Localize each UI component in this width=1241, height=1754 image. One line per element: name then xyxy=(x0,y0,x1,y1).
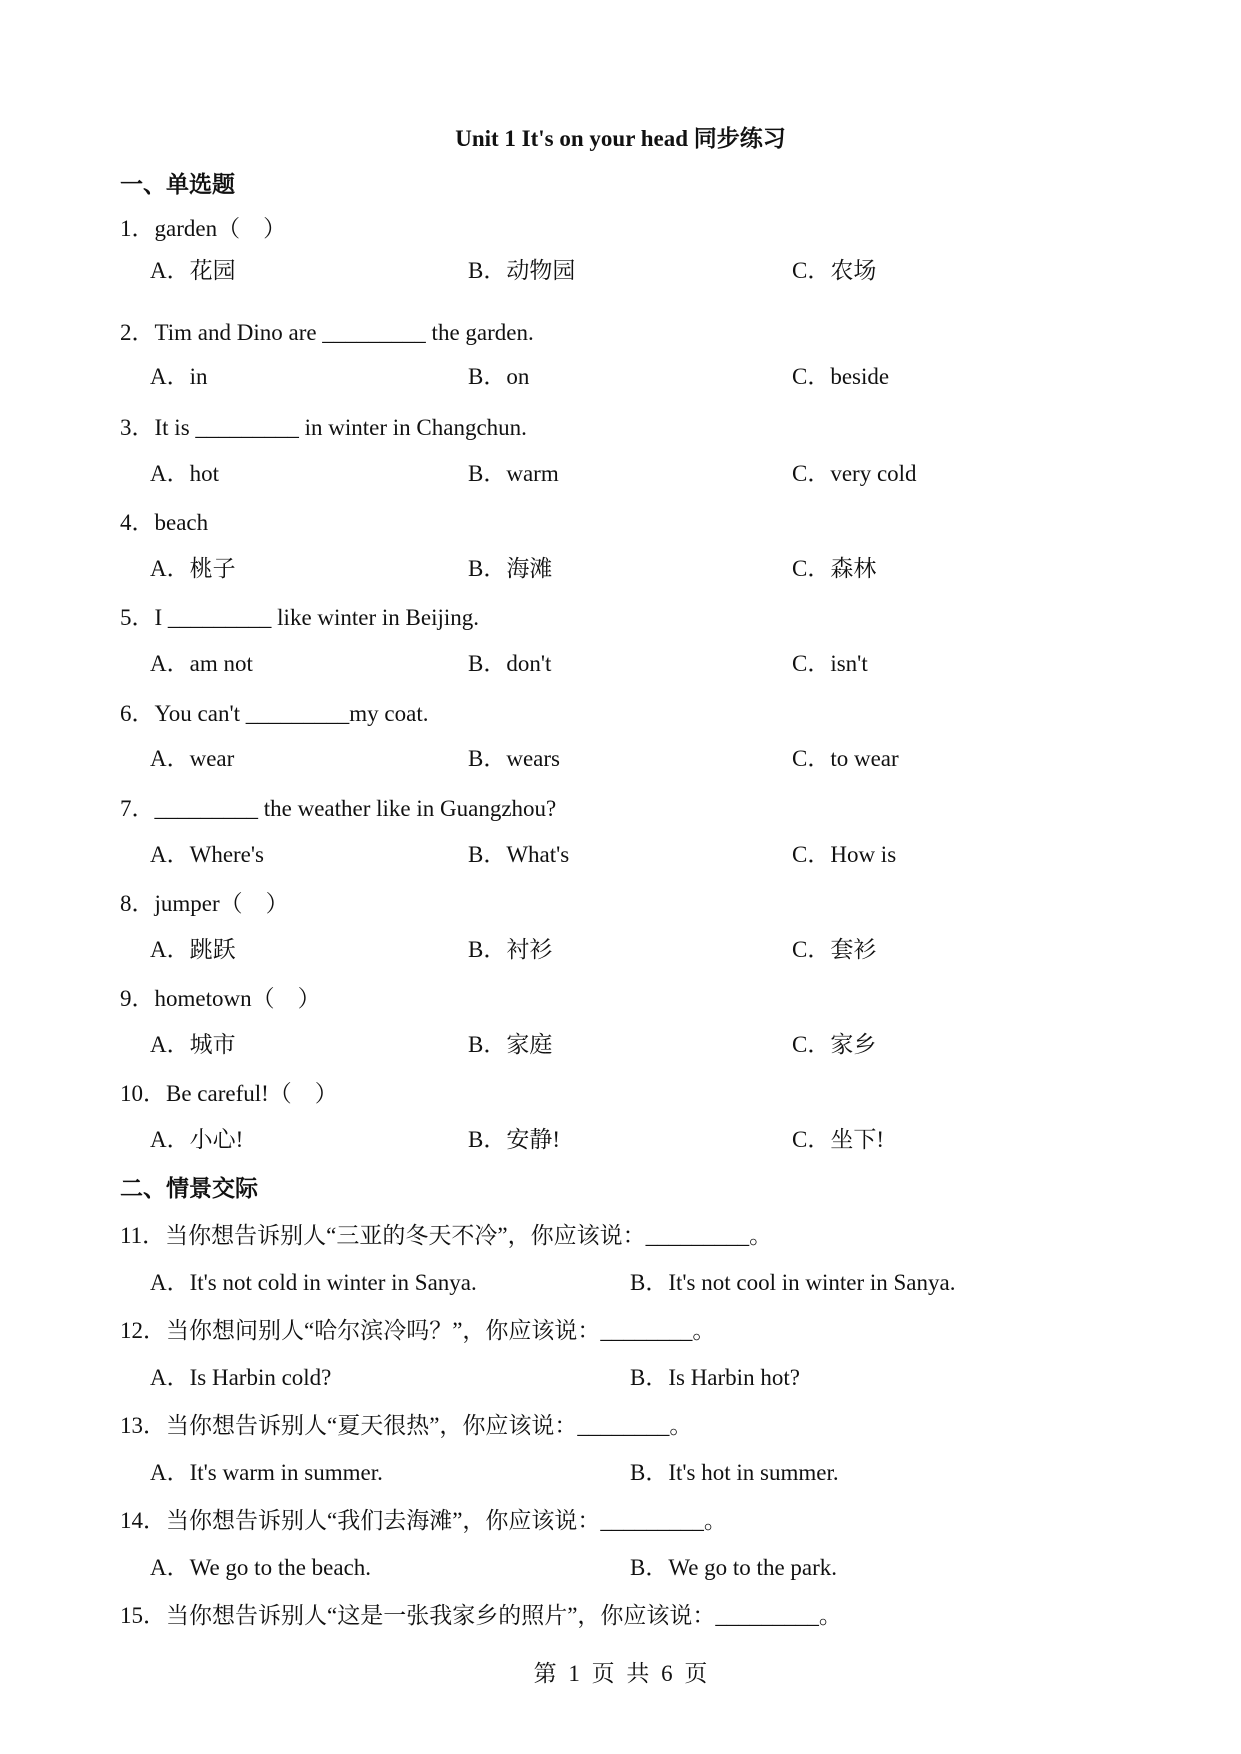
option-b: B．衬衫 xyxy=(468,937,553,962)
option-c: C．套衫 xyxy=(792,937,877,962)
option-c: C．坐下! xyxy=(792,1127,884,1152)
option-c: C．森林 xyxy=(792,556,877,581)
option-a: A．Where's xyxy=(150,842,264,867)
question-stem: 8．jumper（ ） xyxy=(120,891,289,916)
option-a: A．桃子 xyxy=(150,556,236,581)
option-a: A．in xyxy=(150,364,208,389)
question-stem: 14．当你想告诉别人“我们去海滩”，你应该说：_________。 xyxy=(120,1508,727,1533)
question-stem: 1．garden（ ） xyxy=(120,216,287,241)
option-a: A．We go to the beach. xyxy=(150,1555,372,1580)
page-footer: 第 1 页 共 6 页 xyxy=(533,1661,708,1686)
section-heading-single-choice: 一、单选题 xyxy=(120,172,235,197)
option-b: B．家庭 xyxy=(468,1032,553,1057)
option-b: B．It's not cool in winter in Sanya. xyxy=(630,1270,956,1295)
option-a: A．小心! xyxy=(150,1127,244,1152)
option-c: C．家乡 xyxy=(792,1032,877,1057)
option-c: C．isn't xyxy=(792,651,868,676)
option-b: B．What's xyxy=(468,842,570,867)
option-b: B．Is Harbin hot? xyxy=(630,1365,800,1390)
question-stem: 10．Be careful!（ ） xyxy=(120,1081,338,1106)
option-a: A．花园 xyxy=(150,258,236,283)
option-c: C．beside xyxy=(792,364,890,389)
option-b: B．wears xyxy=(468,746,560,771)
option-b: B．安静! xyxy=(468,1127,560,1152)
question-stem: 15．当你想告诉别人“这是一张我家乡的照片”，你应该说：_________。 xyxy=(120,1603,842,1628)
option-c: C．very cold xyxy=(792,461,917,486)
option-b: B．It's hot in summer. xyxy=(630,1460,839,1485)
question-stem: 4．beach xyxy=(120,510,209,535)
page-title: Unit 1 It's on your head 同步练习 xyxy=(455,126,786,151)
option-b: B．warm xyxy=(468,461,559,486)
option-a: A．Is Harbin cold? xyxy=(150,1365,332,1390)
option-c: C．to wear xyxy=(792,746,899,771)
option-b: B．on xyxy=(468,364,530,389)
option-a: A．城市 xyxy=(150,1032,236,1057)
option-a: A．wear xyxy=(150,746,235,771)
option-a: A．hot xyxy=(150,461,219,486)
question-stem: 7．_________ the weather like in Guangzhou? xyxy=(120,796,557,821)
question-stem: 11．当你想告诉别人“三亚的冬天不冷”，你应该说：_________。 xyxy=(120,1223,773,1248)
question-stem: 12．当你想问别人“哈尔滨冷吗？”，你应该说：________。 xyxy=(120,1318,716,1343)
option-b: B．don't xyxy=(468,651,552,676)
option-b: B．动物园 xyxy=(468,258,576,283)
question-stem: 2．Tim and Dino are _________ the garden. xyxy=(120,320,534,345)
option-b: B．We go to the park. xyxy=(630,1555,838,1580)
option-b: B．海滩 xyxy=(468,556,553,581)
option-a: A．am not xyxy=(150,651,253,676)
question-stem: 13．当你想告诉别人“夏天很热”，你应该说：________。 xyxy=(120,1413,693,1438)
option-a: A．It's not cold in winter in Sanya. xyxy=(150,1270,477,1295)
question-stem: 3．It is _________ in winter in Changchun. xyxy=(120,415,527,440)
question-stem: 9．hometown（ ） xyxy=(120,986,321,1011)
section-heading-situational: 二、情景交际 xyxy=(120,1176,258,1201)
option-c: C．农场 xyxy=(792,258,877,283)
question-stem: 6．You can't _________my coat. xyxy=(120,701,429,726)
option-c: C．How is xyxy=(792,842,897,867)
option-a: A．跳跃 xyxy=(150,937,236,962)
option-a: A．It's warm in summer. xyxy=(150,1460,383,1485)
question-stem: 5．I _________ like winter in Beijing. xyxy=(120,605,480,630)
